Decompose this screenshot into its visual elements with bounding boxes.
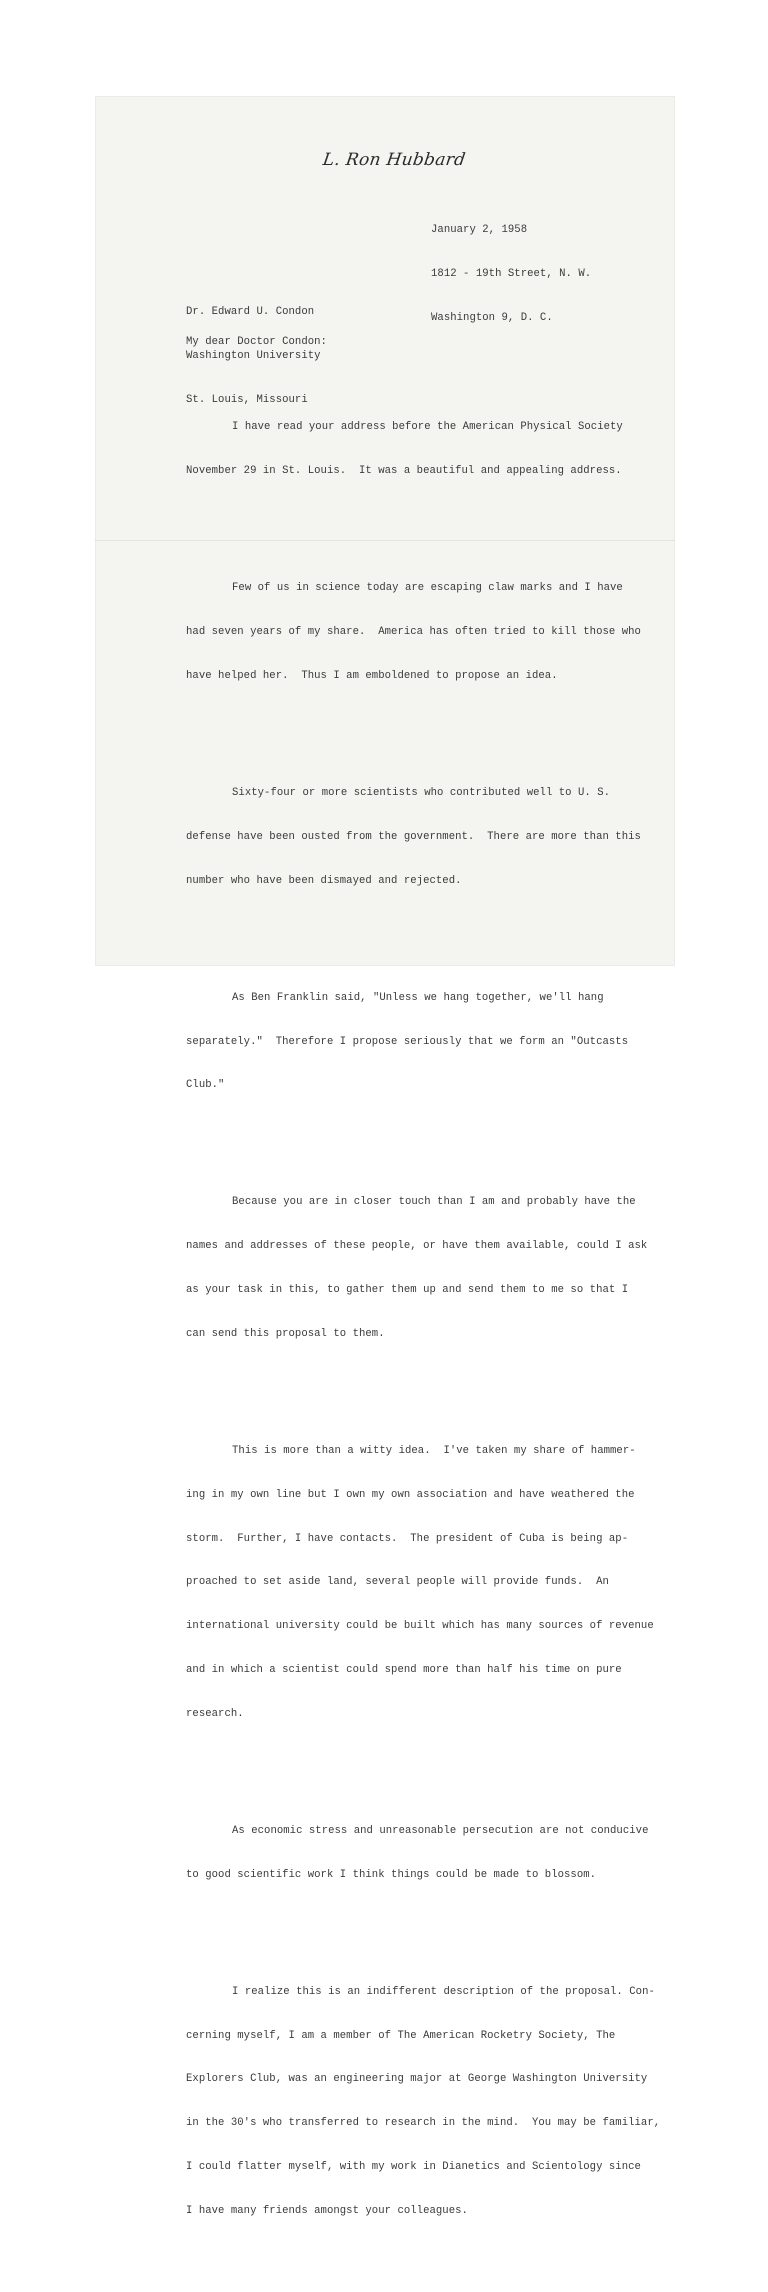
- sender-city-line: Washington 9, D. C.: [431, 311, 553, 324]
- paragraph-line: research.: [186, 1707, 244, 1720]
- paragraph-line: I could flatter myself, with my work in Dianetics and Scientology since: [186, 2160, 641, 2173]
- paragraph-line: can send this proposal to them.: [186, 1327, 385, 1340]
- paragraph: [186, 391, 626, 508]
- paragraph-line: separately." Therefore I propose seriously that we form an "Outcasts: [186, 1035, 629, 1048]
- paragraph-line: November 29 in St. Louis. It was a beautiful and appealing address.: [186, 465, 622, 478]
- paragraph-line: defense have been ousted from the government. There are more than this: [186, 830, 641, 843]
- date-line: January 2, 1958: [431, 224, 528, 237]
- date-address-block: [431, 194, 591, 355]
- paragraph-line: international university could be built which has many sources of revenue: [186, 1620, 654, 1633]
- paragraph-line: cerning myself, I am a member of The American Rocketry Society, The: [186, 2029, 616, 2042]
- paragraph-line: Because you are in closer touch than I am and probably have the: [232, 1196, 636, 1209]
- letter-page: [95, 96, 675, 2217]
- paragraph: [186, 757, 641, 918]
- recipient-name: Dr. Edward U. Condon: [186, 306, 315, 319]
- sender-street-line: 1812 - 19th Street, N. W.: [431, 267, 592, 280]
- paragraph-line: Club.": [186, 1079, 225, 1092]
- paragraph: [186, 1956, 661, 2248]
- paragraph-line: Few of us in science today are escaping claw marks and I have: [232, 582, 623, 595]
- paragraph-line: and in which a scientist could spend more than half his time on pure: [186, 1663, 622, 1676]
- letter-body: [186, 362, 661, 2292]
- paragraph: [186, 552, 641, 713]
- paragraph: [186, 1415, 654, 1751]
- paragraph-line: have helped her. Thus I am emboldened to propose an idea.: [186, 669, 558, 682]
- paragraph: [186, 1166, 648, 1370]
- paragraph-line: ing in my own line but I own my own association and have weathered the: [186, 1488, 635, 1501]
- paragraph-line: Explorers Club, was an engineering major at George Washington University: [186, 2073, 648, 2086]
- paragraph-line: proached to set aside land, several people will provide funds. An: [186, 1576, 609, 1589]
- paragraph: [186, 1795, 649, 1912]
- paragraph-line: as your task in this, to gather them up and send them to me so that I: [186, 1284, 629, 1297]
- paragraph-line: I have read your address before the American Physical Society: [232, 421, 623, 434]
- paragraph-line: This is more than a witty idea. I've taken my share of hammer-: [232, 1444, 636, 1457]
- recipient-city: St. Louis, Missouri: [186, 393, 308, 406]
- paragraph-line: in the 30's who transferred to research in the mind. You may be familiar,: [186, 2117, 661, 2130]
- paragraph-line: As economic stress and unreasonable persecution are not conducive: [232, 1824, 649, 1837]
- salutation: My dear Doctor Condon:: [186, 336, 327, 348]
- paragraph-line: I have many friends amongst your colleagues.: [186, 2204, 468, 2217]
- paragraph-line: names and addresses of these people, or have them available, could I ask: [186, 1240, 648, 1253]
- paragraph: [186, 962, 629, 1123]
- letterhead-signature: L. Ron Hubbard: [321, 150, 467, 170]
- paragraph-line: had seven years of my share. America has often tried to kill those who: [186, 626, 641, 639]
- paragraph-line: As Ben Franklin said, "Unless we hang together, we'll hang: [232, 991, 604, 1004]
- paragraph-line: Sixty-four or more scientists who contributed well to U. S.: [232, 787, 611, 800]
- paragraph-line: number who have been dismayed and rejected.: [186, 874, 462, 887]
- paragraph-line: to good scientific work I think things could be made to blossom.: [186, 1868, 597, 1881]
- recipient-institution: Washington University: [186, 349, 321, 362]
- paragraph-line: storm. Further, I have contacts. The president of Cuba is being ap-: [186, 1532, 629, 1545]
- paragraph-line: I realize this is an indifferent description of the proposal. Con-: [232, 1985, 655, 1998]
